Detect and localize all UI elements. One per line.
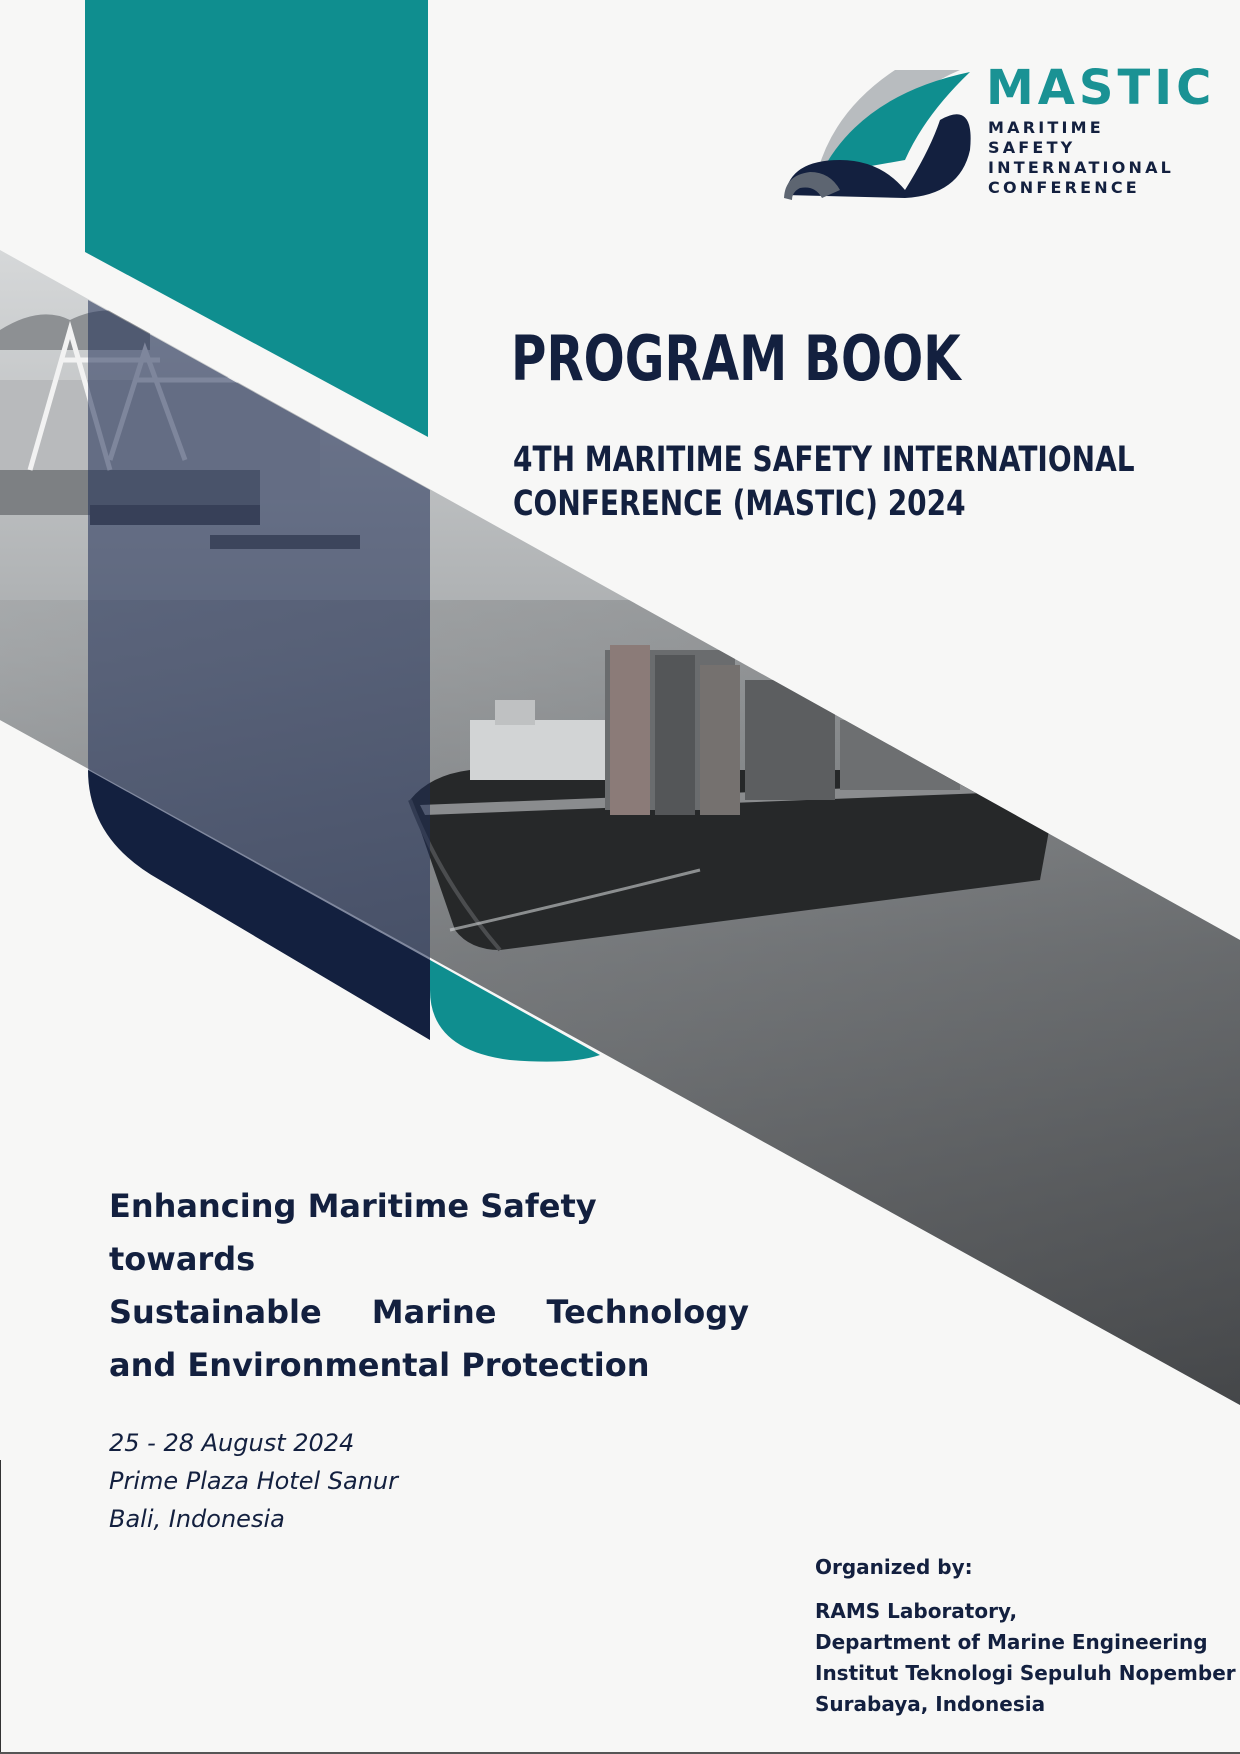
organizer-block: [815, 1552, 1236, 1720]
logo-tagline-line: INTERNATIONAL: [988, 158, 1175, 177]
subtitle-line: CONFERENCE (MASTIC) 2024: [513, 484, 966, 524]
event-date: 25 - 28 August 2024: [109, 1429, 355, 1457]
navy-overlay: [88, 300, 430, 1040]
subtitle-line: 4TH MARITIME SAFETY INTERNATIONAL: [513, 440, 1135, 480]
logo-tagline-line: SAFETY: [988, 138, 1076, 157]
organizer-line: Surabaya, Indonesia: [815, 1692, 1046, 1716]
conference-theme: [109, 1180, 749, 1392]
event-venue: Prime Plaza Hotel Sanur: [109, 1467, 398, 1495]
event-info: [109, 1424, 398, 1538]
theme-line: Sustainable Marine Technology: [109, 1293, 749, 1331]
organizer-line: Institut Teknologi Sepuluh Nopember: [815, 1661, 1236, 1685]
page-title: PROGRAM BOOK: [511, 322, 961, 395]
theme-line: and Environmental Protection: [109, 1346, 650, 1384]
page-edge-line: [0, 1460, 1, 1754]
organizer-label: Organized by:: [815, 1555, 973, 1579]
theme-line: Enhancing Maritime Safety towards: [109, 1187, 597, 1278]
logo-tagline: [988, 118, 1174, 198]
logo-wordmark: MASTIC: [986, 60, 1216, 116]
organizer-line: RAMS Laboratory,: [815, 1599, 1018, 1623]
mastic-logo-mark: [784, 70, 971, 200]
logo-tagline-line: CONFERENCE: [988, 178, 1140, 197]
logo-tagline-line: MARITIME: [988, 118, 1104, 137]
conference-subtitle: [513, 438, 1135, 526]
event-location: Bali, Indonesia: [109, 1505, 285, 1533]
organizer-line: Department of Marine Engineering: [815, 1630, 1208, 1654]
